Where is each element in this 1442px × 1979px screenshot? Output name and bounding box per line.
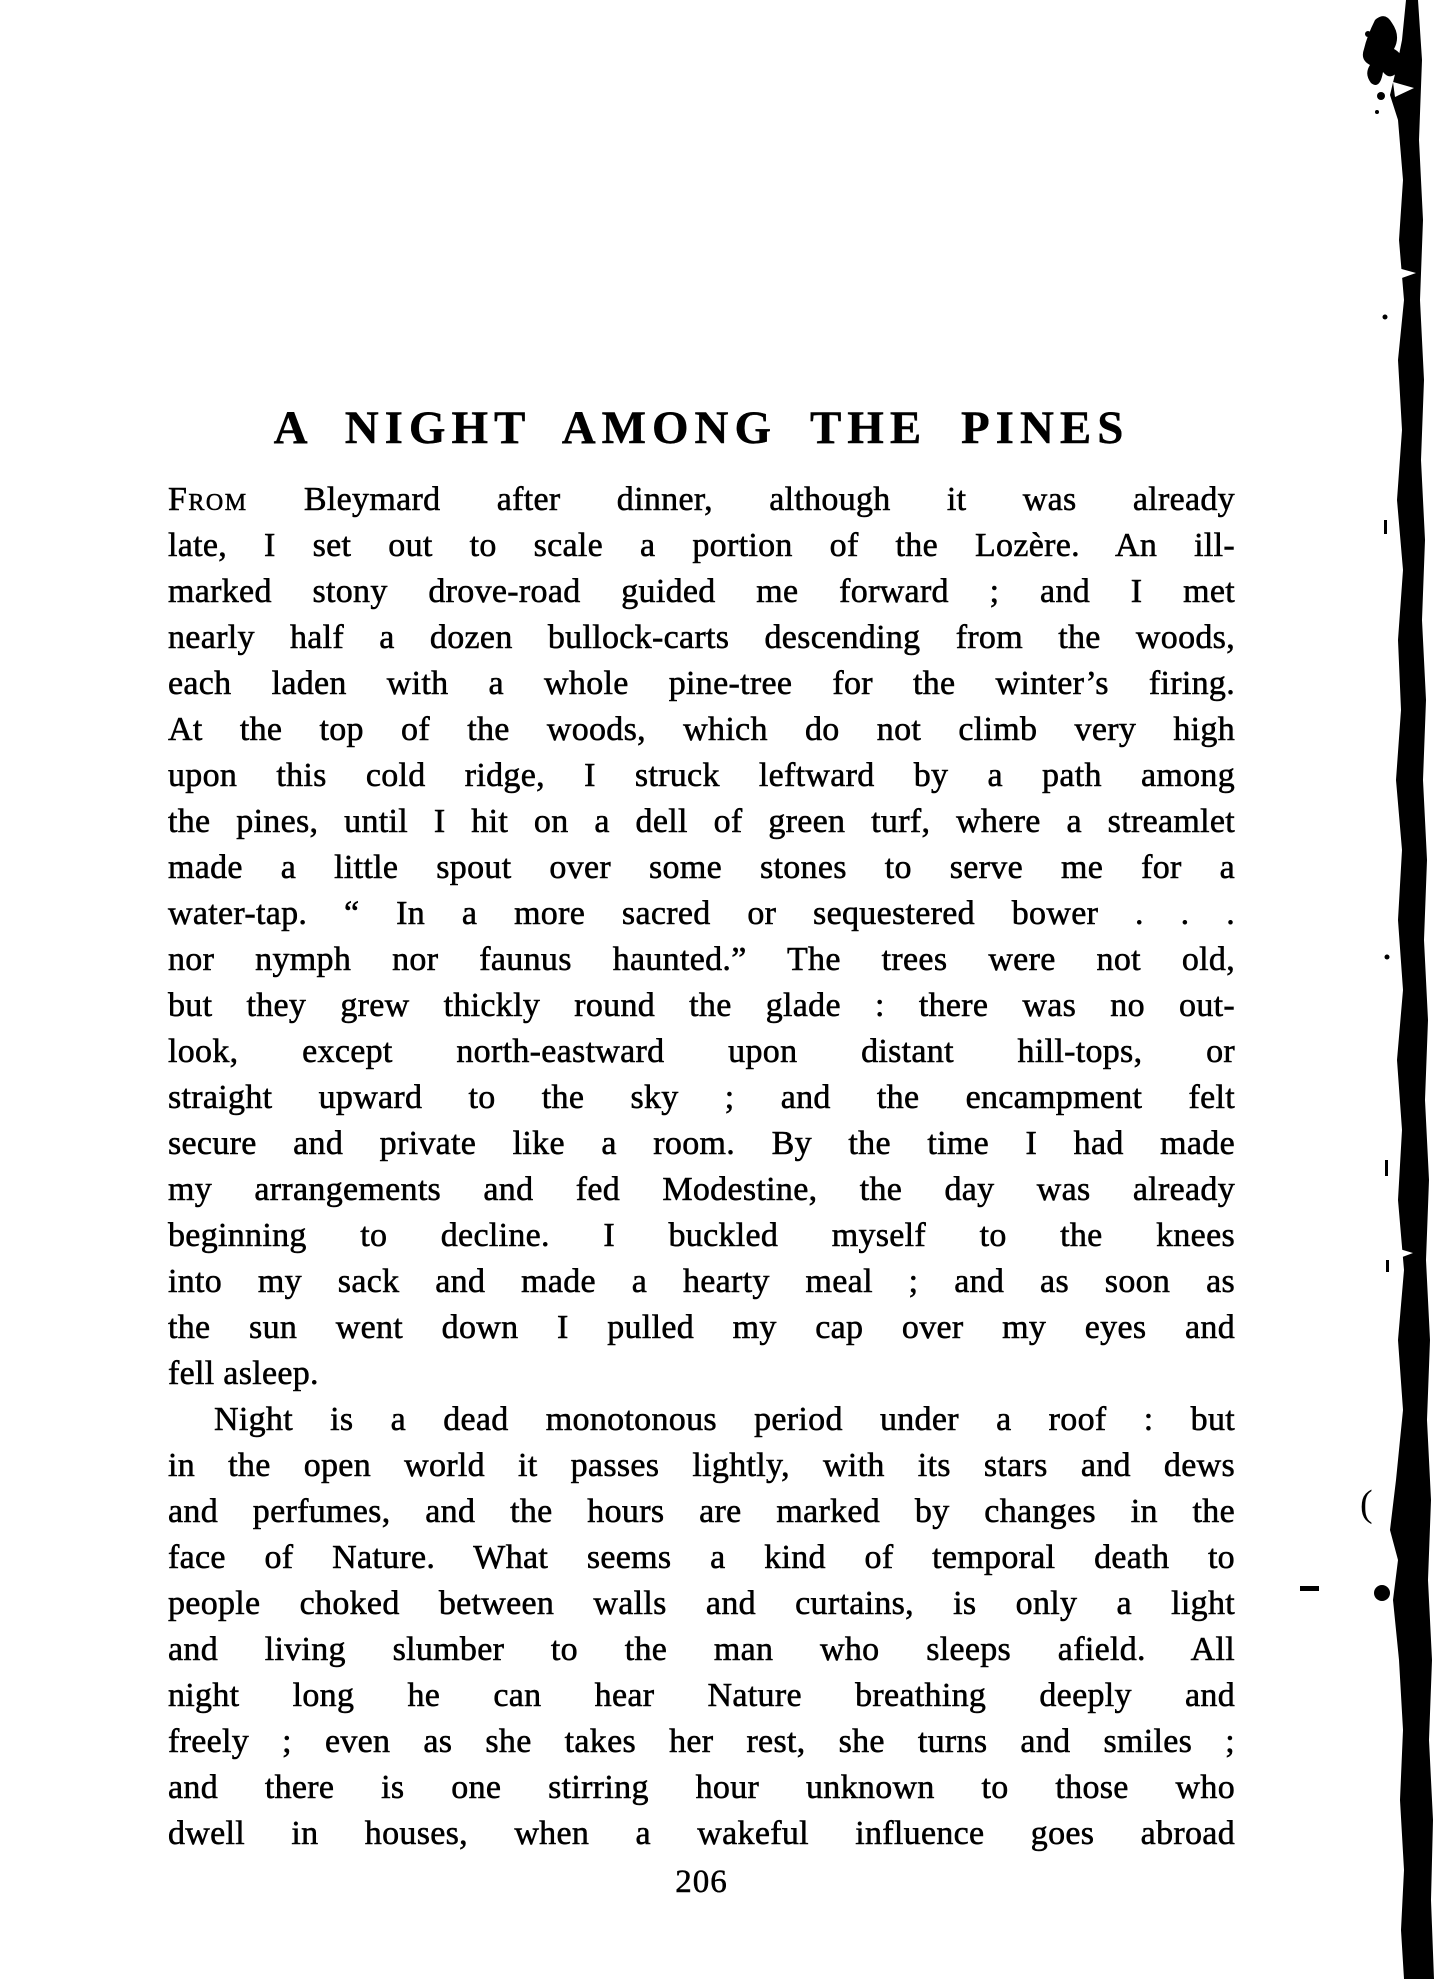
- scan-speck: [1370, 56, 1375, 61]
- text-line: nearly half a dozen bullock-carts descending from the woods,: [168, 619, 1235, 656]
- text-line: and perfumes, and the hours are marked by changes in the: [168, 1493, 1235, 1530]
- band-nick: [1393, 82, 1414, 97]
- text-line: Night is a dead monotonous period under a roof : but: [214, 1401, 1235, 1438]
- scan-speck: [1377, 92, 1385, 100]
- scan-speck: [1385, 955, 1390, 960]
- text-line: and living slumber to the man who sleeps afield. All: [168, 1631, 1235, 1668]
- text-line: nor nymph nor faunus haunted.” The trees were not old,: [168, 941, 1235, 978]
- text-line: the pines, until I hit on a dell of green turf, where a streamlet: [168, 803, 1235, 840]
- text-line: but they grew thickly round the glade : there was no out-: [168, 987, 1235, 1024]
- band-nick: [1396, 1248, 1413, 1259]
- text-line: look, except north-eastward upon distant hill-tops, or: [168, 1033, 1235, 1070]
- text-line: my arrangements and fed Modestine, the day was already: [168, 1171, 1235, 1208]
- text-line: and there is one stirring hour unknown to those who: [168, 1769, 1235, 1806]
- text-line: people choked between walls and curtains, is only a light: [168, 1585, 1235, 1622]
- small-caps-word: From: [168, 481, 248, 518]
- text-line: the sun went down I pulled my cap over my eyes and: [168, 1309, 1235, 1346]
- text-line: secure and private like a room. By the time I had made: [168, 1125, 1235, 1162]
- text-line: upon this cold ridge, I struck leftward by a path among: [168, 757, 1235, 794]
- text-line: straight upward to the sky ; and the encampment felt: [168, 1079, 1235, 1116]
- text-line: in the open world it passes lightly, with its stars and dews: [168, 1447, 1235, 1484]
- scan-speck: [1386, 1260, 1389, 1272]
- scan-speck: [1375, 110, 1379, 114]
- body-text: [168, 477, 1235, 1857]
- text-line: each laden with a whole pine-tree for the winter’s firing.: [168, 665, 1235, 702]
- text-line: water-tap. “ In a more sacred or sequestered bower . . .: [168, 895, 1235, 932]
- band-nick: [1398, 268, 1416, 279]
- scan-blob: [1374, 1585, 1390, 1601]
- scan-dash: [1300, 1586, 1319, 1591]
- paren-mark: (: [1360, 1483, 1373, 1525]
- text-line: made a little spout over some stones to serve me for a: [168, 849, 1235, 886]
- page-title: A NIGHT AMONG THE PINES: [273, 402, 1130, 455]
- page-number: 206: [675, 1864, 728, 1900]
- scan-speck: [1365, 31, 1371, 37]
- text-line: night long he can hear Nature breathing deeply and: [168, 1677, 1235, 1714]
- scan-speck: [1385, 1160, 1388, 1176]
- text-line: late, I set out to scale a portion of the Lozère. An ill-: [168, 527, 1235, 564]
- text-line: marked stony drove-road guided me forward ; and I met: [168, 573, 1235, 610]
- text-line: beginning to decline. I buckled myself to the knees: [168, 1217, 1235, 1254]
- binding-shadow-band: [1300, 0, 1434, 1979]
- text-line: fell asleep.: [168, 1355, 319, 1392]
- scan-speck: [1383, 315, 1388, 320]
- text-line: freely ; even as she takes her rest, she turns and smiles ;: [168, 1723, 1235, 1760]
- text-line: into my sack and made a hearty meal ; and as soon as: [168, 1263, 1235, 1300]
- text-line: face of Nature. What seems a kind of temporal death to: [168, 1539, 1235, 1576]
- text-line: dwell in houses, when a wakeful influence goes abroad: [168, 1815, 1235, 1852]
- ink-blob: [1363, 16, 1402, 85]
- text-line: From Bleymard after dinner, although it was already: [168, 481, 1235, 518]
- scan-speck: [1384, 520, 1387, 534]
- text-line: At the top of the woods, which do not climb very high: [168, 711, 1235, 748]
